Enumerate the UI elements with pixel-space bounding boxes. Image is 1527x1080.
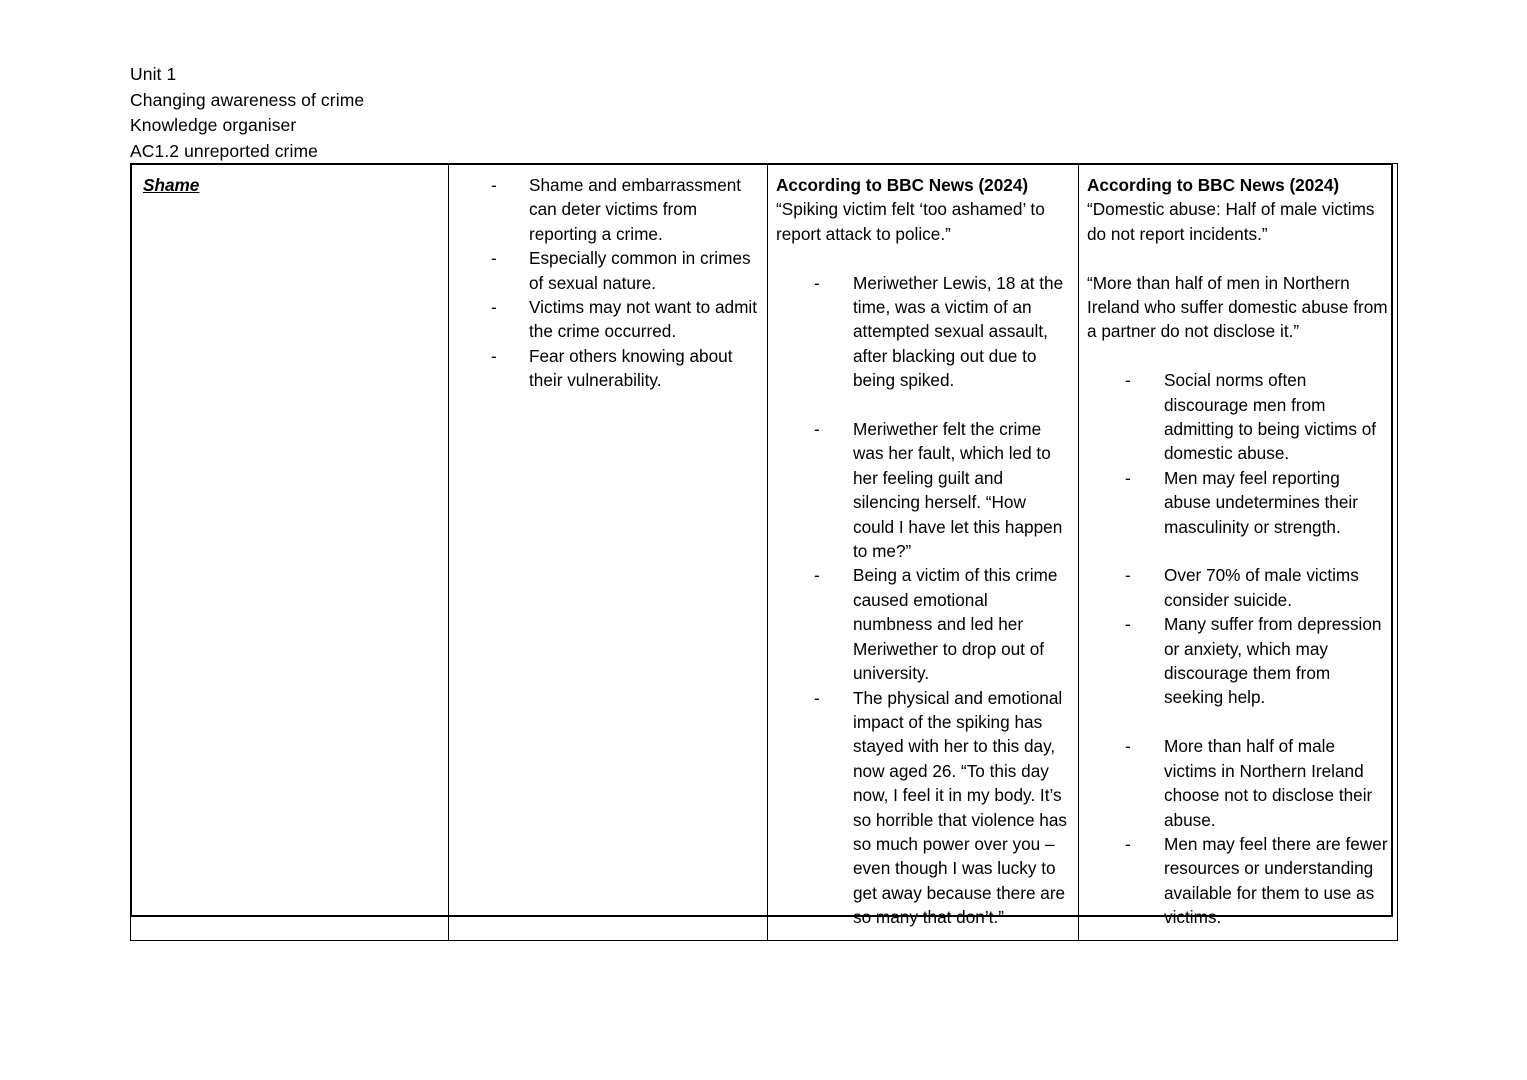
dash-bullet-icon: - [1125,614,1131,635]
dash-bullet-icon: - [814,565,820,586]
list-item-text: Over 70% of male victims consider suicide. [1164,565,1359,610]
blank-line [1087,246,1389,270]
list-item [1087,734,1389,832]
reasons-list [449,173,761,393]
blank-line [1087,710,1389,734]
list-item-text: Meriwether Lewis, 18 at the time, was a victim of an attempted sexual assault, after blacking out due to being spiked. [853,272,1064,391]
source-one-quote: “Spiking victim felt ‘too ashamed’ to report attack to police.” [776,199,1045,244]
source-one-heading: According to BBC News (2024) [776,175,1029,195]
list-item [449,246,761,295]
source-two-bullets-group-1 [1087,368,1389,539]
heading-line-criterion: AC1.2 unreported crime [130,140,318,161]
dash-bullet-icon: - [1125,833,1131,854]
list-item [449,173,761,246]
heading-line-doctype: Knowledge organiser [130,115,297,136]
list-item-text: Fear others knowing about their vulnerability. [529,345,733,391]
dash-bullet-icon: - [1125,370,1131,391]
dash-bullet-icon: - [1125,565,1131,586]
list-item [1087,832,1389,930]
dash-bullet-icon: - [1125,467,1131,488]
source-two-bullets-group-2 [1087,563,1389,709]
heading-line-topic: Changing awareness of crime [130,89,365,110]
list-item-text: Especially common in crimes of sexual nature. [529,248,751,293]
heading-line-unit: Unit 1 [130,64,177,84]
dash-bullet-icon: - [491,248,497,269]
dash-bullet-icon: - [491,297,497,318]
list-item-text: Social norms often discourage men from admitting to being victims of domestic abuse. [1164,370,1377,464]
knowledge-organiser-table [130,163,1398,941]
list-item [776,417,1070,563]
list-item [449,295,761,344]
dash-bullet-icon: - [814,419,820,440]
list-item [1087,368,1389,466]
dash-bullet-icon: - [814,272,820,293]
list-item [1087,612,1389,710]
source-two-heading: According to BBC News (2024) [1087,175,1340,195]
cell-source-one [768,164,1079,941]
list-item-text: Victims may not want to admit the crime occurred. [529,297,757,342]
source-one-bullets-group-2 [776,417,1070,930]
cell-reasons [449,164,768,941]
blank-line [776,393,1070,417]
list-item [1087,466,1389,539]
cell-term [131,164,449,941]
list-item-text: More than half of male victims in Northern Ireland choose not to disclose their abuse. [1164,736,1373,830]
list-item-text: Men may feel there are fewer resources or understanding available for them to use as victims. [1164,833,1388,928]
list-item [776,563,1070,685]
document-heading [130,62,364,164]
dash-bullet-icon: - [491,175,497,195]
source-two-bullets-group-3 [1087,734,1389,929]
source-two-quote-secondary: “More than half of men in Northern Ireland who suffer domestic abuse from a partner do not disclose it.” [1087,272,1388,342]
blank-line [1087,539,1389,563]
dash-bullet-icon: - [491,345,497,366]
table-row [131,164,1398,941]
list-item-text: Shame and embarrassment can deter victims from reporting a crime. [529,175,742,244]
blank-line [1087,344,1389,368]
blank-line [776,246,1070,270]
list-item [449,344,761,393]
list-item-text: The physical and emotional impact of the spiking has stayed with her to this day, now aged 26. “To this day now, I feel it in my body. It’s so horrible that violence has so much power over you – even though I was lucky to get away because there are so many that don’t.” [853,687,1068,928]
dash-bullet-icon: - [1125,736,1131,757]
term-label: Shame [143,175,200,195]
list-item [776,686,1070,930]
cell-source-two [1079,164,1398,941]
list-item-text: Men may feel reporting abuse undetermines their masculinity or strength. [1164,467,1358,537]
list-item-text: Many suffer from depression or anxiety, which may discourage them from seeking help. [1164,614,1382,708]
source-one-bullets-group-1 [776,271,1070,393]
dash-bullet-icon: - [814,687,820,708]
source-two-quote: “Domestic abuse: Half of male victims do not report incidents.” [1087,199,1375,244]
list-item-text: Being a victim of this crime caused emotional numbness and led her Meriwether to drop out of university. [853,565,1058,684]
list-item-text: Meriwether felt the crime was her fault, which led to her feeling guilt and silencing herself. “How could I have let this happen to me?” [853,419,1063,562]
list-item [776,271,1070,393]
list-item [1087,563,1389,612]
